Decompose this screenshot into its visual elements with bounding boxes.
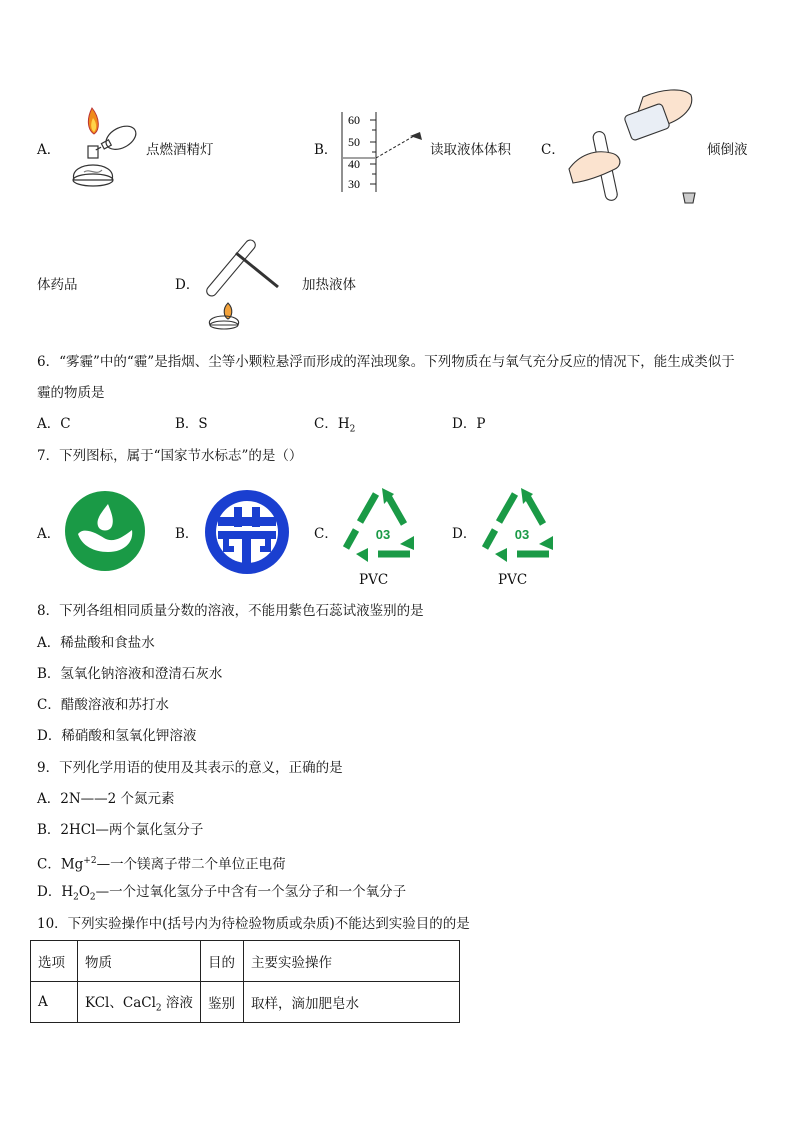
q5-option-c-letter: C． xyxy=(541,142,565,158)
q9-option-d-mid: O xyxy=(78,884,90,900)
alcohol-lamp-lighting-image xyxy=(62,100,144,195)
q9-option-b: B．2HCl—两个氯化氢分子 xyxy=(37,822,204,838)
q7-stem: 7．下列图标，属于“国家节水标志”的是（） xyxy=(37,448,303,464)
header-option: 选项 xyxy=(31,941,78,982)
q8-option-d: D．稀硝酸和氢氧化钾溶液 xyxy=(37,728,197,744)
q5-option-b-letter: B． xyxy=(314,142,338,158)
q5-option-b-text: 读取液体体积 xyxy=(430,142,511,158)
cell-operation: 取样，滴加肥皂水 xyxy=(244,982,460,1023)
recycle-code-c: 03 xyxy=(375,527,391,542)
q9-stem: 9．下列化学用语的使用及其表示的意义，正确的是 xyxy=(37,760,343,776)
graduated-cylinder-reading-image xyxy=(340,110,430,195)
q7-option-d-label: PVC xyxy=(498,572,528,588)
header-purpose: 目的 xyxy=(201,941,244,982)
cell-substance-subscript: 2 xyxy=(155,1003,162,1014)
q9-option-c-text: —一个镁离子带二个单位正电荷 xyxy=(96,856,286,873)
pvc-recycling-symbol-icon xyxy=(338,484,428,564)
q9-option-d-subscript-2: 2 xyxy=(89,892,96,903)
q8-option-a: A．稀盐酸和食盐水 xyxy=(37,635,155,651)
q7-option-c-letter: C． xyxy=(314,526,338,542)
cell-substance-text: KCl、CaCl xyxy=(85,994,156,1011)
cylinder-tick-30: 30 xyxy=(348,177,360,191)
cylinder-tick-60: 60 xyxy=(348,113,360,127)
q6-option-b: B．S xyxy=(175,416,208,432)
q5-option-a-text: 点燃酒精灯 xyxy=(146,142,214,158)
q6-stem-line-2: 霾的物质是 xyxy=(37,385,105,401)
q6-option-d: D．P xyxy=(452,416,486,432)
q8-option-c: C．醋酸溶液和苏打水 xyxy=(37,697,169,713)
q9-option-c xyxy=(37,852,286,874)
q7-option-a-letter: A． xyxy=(37,526,61,542)
q9-option-d xyxy=(37,883,406,907)
q9-option-d-text: —一个过氧化氢分子中含有一个氢分子和一个氧分子 xyxy=(95,884,407,900)
q6-option-c-subscript: 2 xyxy=(349,424,356,435)
q6-option-a: A．C xyxy=(37,416,71,432)
q5-option-c-text-1: 倾倒液 xyxy=(707,142,748,158)
q9-option-a: A．2N——2 个氮元素 xyxy=(37,791,175,807)
header-substance: 物质 xyxy=(78,941,201,982)
cylinder-tick-50: 50 xyxy=(348,135,360,149)
table-header-row xyxy=(31,941,460,982)
q9-option-d-subscript-1: 2 xyxy=(73,892,79,903)
q5-option-d-letter: D． xyxy=(175,277,200,293)
heating-liquid-image xyxy=(198,233,298,333)
cell-substance-suffix: 溶液 xyxy=(161,994,193,1011)
q9-option-d-prefix: D．H xyxy=(37,884,74,900)
cell-purpose: 鉴别 xyxy=(201,982,244,1023)
cell-option: A xyxy=(31,982,78,1023)
pouring-liquid-image xyxy=(565,85,705,210)
pvc-recycling-symbol-icon-2 xyxy=(477,484,567,564)
experiment-table xyxy=(30,940,460,1023)
q5-option-d-text: 加热液体 xyxy=(302,277,356,293)
q8-option-b: B．氢氧化钠溶液和澄清石灰水 xyxy=(37,666,223,682)
table-row xyxy=(31,982,460,1023)
q7-option-d-letter: D． xyxy=(452,526,477,542)
q10-stem: 10．下列实验操作中(括号内为待检验物质或杂质)不能达到实验目的的是 xyxy=(37,916,470,932)
header-operation: 主要实验操作 xyxy=(244,941,460,982)
q9-option-c-prefix: C．Mg xyxy=(37,856,84,873)
cell-substance xyxy=(78,982,201,1023)
q5-option-c-text-2: 体药品 xyxy=(37,277,78,293)
q5-option-a-letter: A． xyxy=(37,142,61,158)
water-saving-logo-icon xyxy=(64,490,146,572)
q6-option-c xyxy=(314,415,355,439)
q7-option-c-label: PVC xyxy=(359,572,389,588)
q6-stem-line-1: 6．“雾霾”中的“霾”是指烟、尘等小颗粒悬浮而形成的浑浊现象。下列物质在与氧气充分反应的情况下，能生成类似于 xyxy=(37,354,735,370)
cylinder-tick-40: 40 xyxy=(348,157,360,171)
q6-option-c-text: C．H xyxy=(314,416,350,432)
q7-option-b-letter: B． xyxy=(175,526,199,542)
recycle-code-d: 03 xyxy=(514,527,530,542)
q8-stem: 8．下列各组相同质量分数的溶液，不能用紫色石蕊试液鉴别的是 xyxy=(37,603,424,619)
q9-option-c-superscript: +2 xyxy=(83,856,97,866)
blue-circle-symbol-icon xyxy=(204,489,290,575)
